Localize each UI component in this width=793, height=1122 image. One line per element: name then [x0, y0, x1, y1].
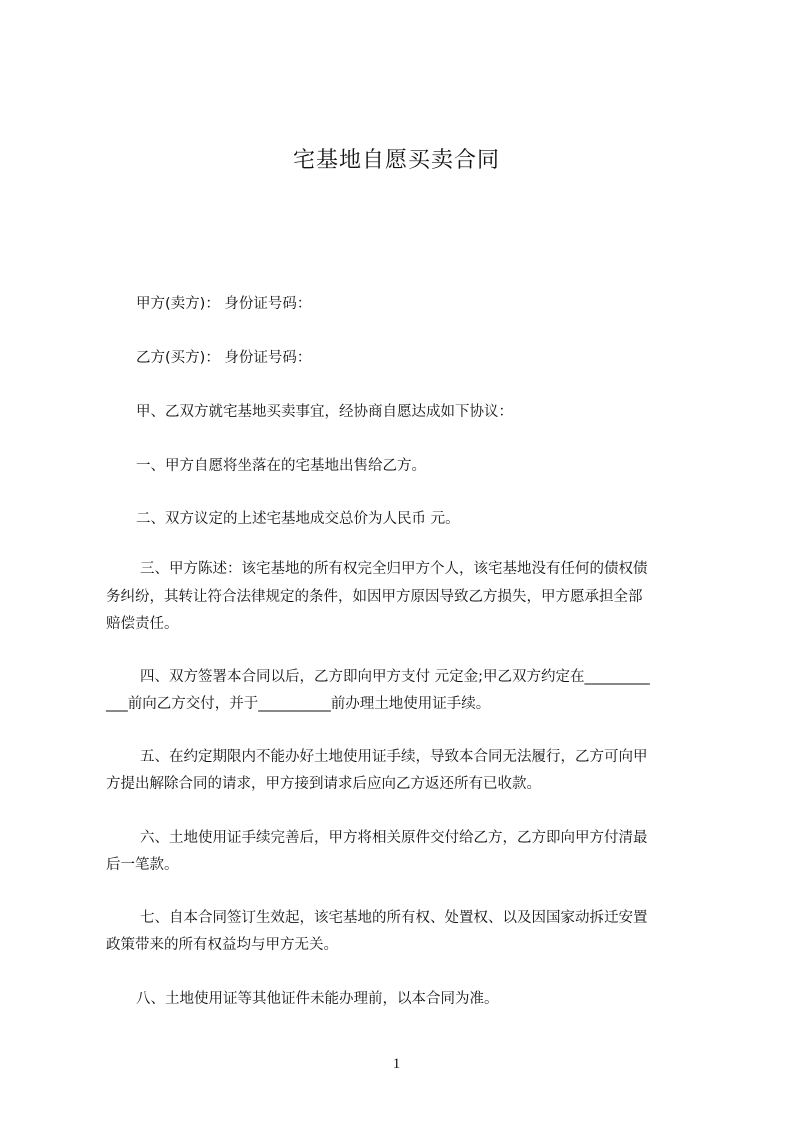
clause-4-line-1: 四、双方签署本合同以后，乙方即向甲方支付 元定金;甲乙双方约定在_________ [140, 669, 650, 685]
clause-5-line-1: 五、在约定期限内不能办好土地使用证手续，导致本合同无法履行，乙方可向甲 [140, 749, 648, 765]
clause-1: 一、甲方自愿将坐落在的宅基地出售给乙方。 [136, 458, 426, 474]
clause-8: 八、土地使用证等其他证件未能办理前，以本合同为准。 [136, 991, 499, 1007]
document-title: 宅基地自愿买卖合同 [292, 148, 500, 173]
clause-6-line-2: 后一笔款。 [106, 857, 179, 873]
agreement-intro: 甲、乙双方就宅基地买卖事宜，经协商自愿达成如下协议： [136, 404, 513, 420]
party-a-line: 甲方(卖方)： 身份证号码： [136, 296, 312, 312]
page-number: 1 [392, 1056, 401, 1072]
clause-5-line-2: 方提出解除合同的请求，甲方接到请求后应向乙方返还所有已收款。 [106, 776, 541, 792]
clause-3-line-1: 三、甲方陈述：该宅基地的所有权完全归甲方个人，该宅基地没有任何的债权债 [140, 561, 648, 577]
clause-7-line-1: 七、自本合同签订生效起，该宅基地的所有权、处置权、以及因国家动拆迁安置 [140, 910, 648, 926]
clause-7-line-2: 政策带来的所有权益均与甲方无关。 [106, 937, 338, 953]
clause-3-line-2: 务纠纷，其转让符合法律规定的条件，如因甲方原因导致乙方损失，甲方愿承担全部 [106, 589, 643, 605]
clause-6-line-1: 六、土地使用证手续完善后，甲方将相关原件交付给乙方，乙方即向甲方付清最 [140, 830, 648, 846]
clause-4-line-2: ___前向乙方交付，并于__________前办理土地使用证手续。 [106, 696, 491, 712]
clause-2: 二、双方议定的上述宅基地成交总价为人民币 元。 [136, 511, 460, 527]
party-b-line: 乙方(买方)： 身份证号码： [136, 350, 312, 366]
clause-3-line-3: 赔偿责任。 [106, 616, 179, 632]
